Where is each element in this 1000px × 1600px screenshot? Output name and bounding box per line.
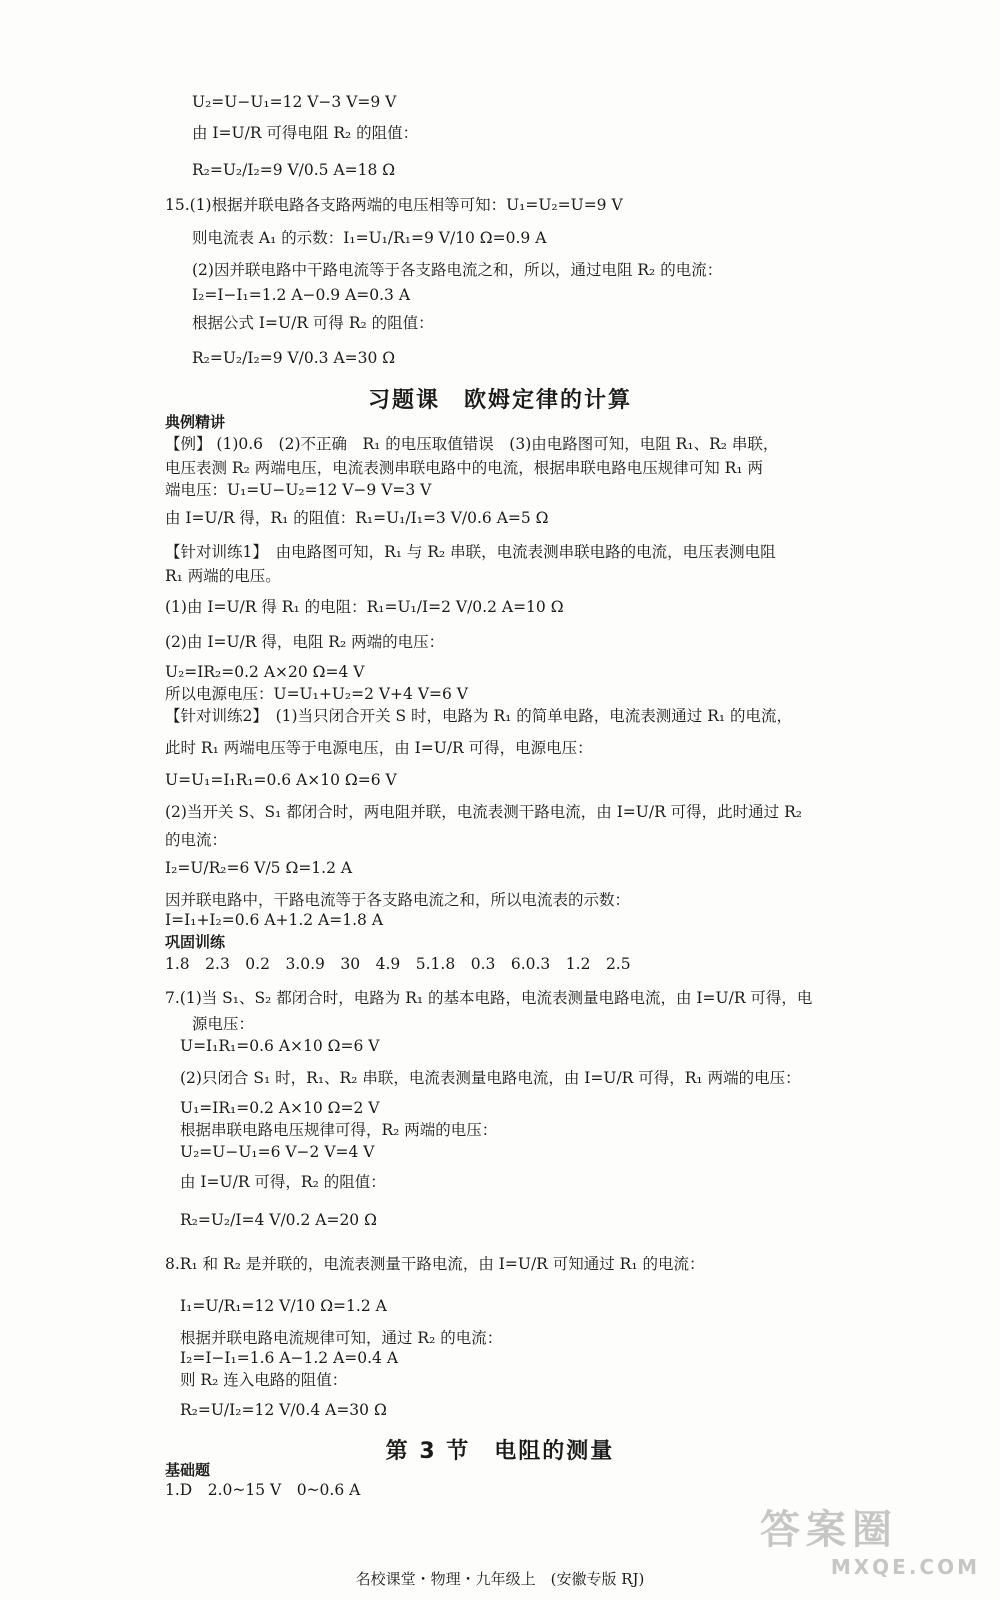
question-15: 15.(1)根据并联电路各支路两端的电压相等可知：U₁=U₂=U=9 V <box>165 196 623 214</box>
example-line: 【例】 (1)0.6 (2)不正确 R₁ 的电压取值错误 (3)由电路图可知，电阻 R₁、R₂ 串联， <box>165 435 779 453</box>
formula-line: R₂=U₂/I=4 V/0.2 A=20 Ω <box>180 1211 377 1229</box>
text-line: 此时 R₁ 两端电压等于电源电压，由 I=U/R 可得，电源电压： <box>165 739 593 757</box>
watermark <box>760 1498 980 1588</box>
formula-line: 由 I=U/R 得，R₁ 的阻值：R₁=U₁/I₁=3 V/0.6 A=5 Ω <box>165 509 549 527</box>
text-line: (2)只闭合 S₁ 时，R₁、R₂ 串联，电流表测量电路电流，由 I=U/R 可得，R₁ 两端的电压： <box>180 1069 801 1087</box>
formula-line: I₁=U/R₁=12 V/10 Ω=1.2 A <box>180 1297 387 1315</box>
text-line: 根据并联电路电流规律可知，通过 R₂ 的电流： <box>180 1329 503 1347</box>
text-line: 因并联电路中，干路电流等于各支路电流之和，所以电流表的示数： <box>165 891 631 909</box>
formula-line: R₂=U/I₂=12 V/0.4 A=30 Ω <box>180 1401 387 1419</box>
subheading-consolidation: 巩固训练 <box>165 933 226 951</box>
practice-2-line: 【针对训练2】 (1)当只闭合开关 S 时，电路为 R₁ 的简单电路，电流表测通过 R₁ 的电流， <box>165 707 793 725</box>
answers-line: 1.8 2.3 0.2 3.0.9 30 4.9 5.1.8 0.3 6.0.3 1.2 2.5 <box>165 955 631 973</box>
formula-line: U₂=U−U₁=6 V−2 V=4 V <box>180 1143 375 1161</box>
text-line: 根据串联电路电压规律可得，R₂ 两端的电压： <box>180 1121 498 1139</box>
formula-line: U=I₁R₁=0.6 A×10 Ω=6 V <box>180 1037 380 1055</box>
watermark-title: 答案圈 <box>760 1507 898 1553</box>
example-line: 端电压：U₁=U−U₂=12 V−9 V=3 V <box>165 481 432 499</box>
formula-line: I=I₁+I₂=0.6 A+1.2 A=1.8 A <box>165 911 384 929</box>
section-title-resistance-measurement: 第 3 节 电阻的测量 <box>385 1439 615 1464</box>
text-line: (2)当开关 S、S₁ 都闭合时，两电阻并联，电流表测干路电流，由 I=U/R 可得，此时通过 R₂ <box>165 803 802 821</box>
practice-1-line: 【针对训练1】 由电路图可知，R₁ 与 R₂ 串联，电流表测串联电路的电流，电压表测电阻 <box>165 543 776 561</box>
formula-line: R₂=U₂/I₂=9 V/0.5 A=18 Ω <box>192 161 396 179</box>
page-footer: 名校课堂・物理・九年级上 (安徽专版 RJ) <box>355 1570 645 1588</box>
formula-line: 所以电源电压：U=U₁+U₂=2 V+4 V=6 V <box>165 685 468 703</box>
formula-line: I₂=U/R₂=6 V/5 Ω=1.2 A <box>165 859 353 877</box>
practice-1-line: R₁ 两端的电压。 <box>165 567 281 585</box>
section-title-exercise: 习题课 欧姆定律的计算 <box>367 388 632 413</box>
text-line: 的电流： <box>165 831 228 849</box>
formula-line: I₂=I−I₁=1.6 A−1.2 A=0.4 A <box>180 1349 399 1367</box>
text-line: (2)因并联电路中干路电流等于各支路电流之和，所以，通过电阻 R₂ 的电流： <box>192 261 723 279</box>
formula-line: U=U₁=I₁R₁=0.6 A×10 Ω=6 V <box>165 771 397 789</box>
text-line: 由 I=U/R 可得电阻 R₂ 的阻值： <box>192 124 419 142</box>
formula-line: 则电流表 A₁ 的示数：I₁=U₁/R₁=9 V/10 Ω=0.9 A <box>192 229 547 247</box>
formula-line: U₂=IR₂=0.2 A×20 Ω=4 V <box>165 663 365 681</box>
question-7: 7.(1)当 S₁、S₂ 都闭合时，电路为 R₁ 的基本电路，电流表测量电路电流，由 I=U/R 可得，电 <box>165 989 813 1007</box>
text-line: 源电压： <box>192 1015 255 1033</box>
formula-line: R₂=U₂/I₂=9 V/0.3 A=30 Ω <box>192 349 396 367</box>
text-line: 根据公式 I=U/R 可得 R₂ 的阻值： <box>192 314 434 332</box>
text-line: U₂=U−U₁=12 V−3 V=9 V <box>192 93 397 111</box>
formula-line: (1)由 I=U/R 得 R₁ 的电阻：R₁=U₁/I=2 V/0.2 A=10 Ω <box>165 598 564 616</box>
text-line: 由 I=U/R 可得，R₂ 的阻值： <box>180 1173 386 1191</box>
answers-line: 1.D 2.0~15 V 0~0.6 A <box>165 1481 361 1499</box>
example-line: 电压表测 R₂ 两端电压，电流表测串联电路中的电流，根据串联电路电压规律可知 R₁ 两 <box>165 459 763 477</box>
formula-line: I₂=I−I₁=1.2 A−0.9 A=0.3 A <box>192 286 411 304</box>
subheading-basic: 基础题 <box>165 1461 211 1479</box>
question-8: 8.R₁ 和 R₂ 是并联的，电流表测量干路电流，由 I=U/R 可知通过 R₁ 的电流： <box>165 1255 705 1273</box>
subheading-examples: 典例精讲 <box>165 413 226 431</box>
text-line: 则 R₂ 连入电路的阻值： <box>180 1371 348 1389</box>
watermark-url: MXQE.COM <box>830 1555 980 1579</box>
text-line: (2)由 I=U/R 得，电阻 R₂ 两端的电压： <box>165 633 445 651</box>
formula-line: U₁=IR₁=0.2 A×10 Ω=2 V <box>180 1099 380 1117</box>
